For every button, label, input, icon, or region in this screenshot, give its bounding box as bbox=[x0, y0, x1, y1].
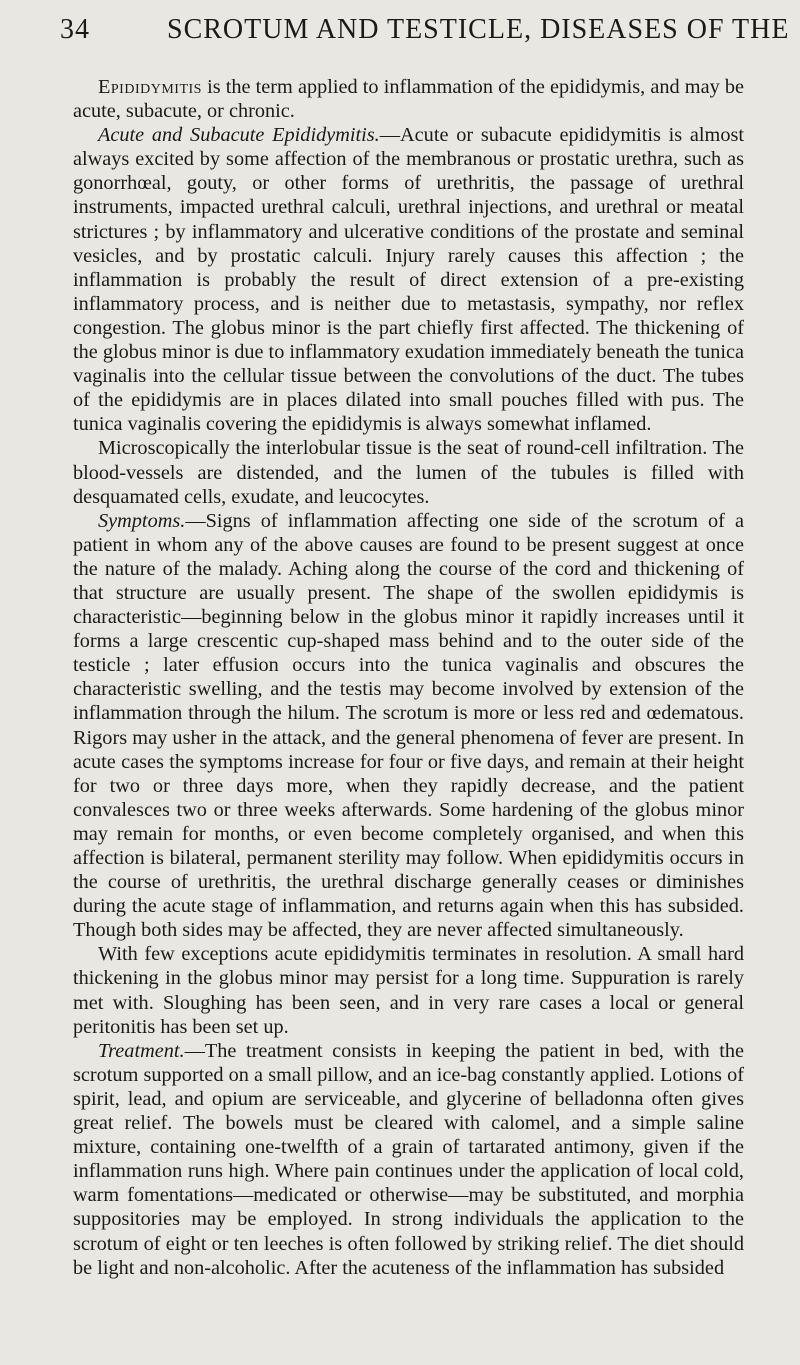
paragraph-prognosis bbox=[73, 942, 744, 1038]
paragraph-lead: Acute and Subacute Epididymitis. bbox=[98, 124, 380, 147]
body-text bbox=[73, 75, 744, 1280]
paragraph-epididymitis-definition bbox=[73, 75, 744, 123]
paragraph-text: —Signs of inflammation affecting one side of the scrotum of a patient in whom any of the above causes are found to be present suggest at once the nature of the malady. Aching along the course of the cord and thickening of that structure are usually present. The shape of the swollen epididymis is characteristic—beginning below in the globus minor it rapidly increases until it forms a large crescentic cup-shaped mass behind and to the outer side of the testicle ; later effusion occurs into the tunica vaginalis and obscures the characteristic swelling, and the testis may become involved by extension of the inflammation through the hilum. The scrotum is more or less red and œdematous. Rigors may usher in the attack, and the general phenomena of fever are present. In acute cases the symptoms increase for four or five days, and remain at their height for two or three days more, when they rapidly decrease, and the patient convalesces two or three weeks afterwards. Some hardening of the globus minor may remain for months, or even become completely organised, and when this affection is bilateral, permanent sterility may follow. When epididymitis occurs in the course of urethritis, the urethral discharge generally ceases or diminishes during the acute stage of inflammation, and returns again when this has subsided. Though both sides may be affected, they are never affected simultaneously. bbox=[73, 509, 744, 942]
page-header bbox=[60, 14, 790, 54]
page-number: 34 bbox=[60, 14, 90, 45]
paragraph-text: is the term applied to inflammation of the epididymis, and may be acute, subacute, or chronic. bbox=[73, 76, 744, 123]
paragraph-text: Microscopically the interlobular tissue is the seat of round-cell infiltration. The blood-vessels are distended, and the lumen of the tubules is filled with desquamated cells, exudate, and leucocytes. bbox=[73, 437, 744, 508]
paragraph-text: —Acute or subacute epididymitis is almost always excited by some affection of the membranous or prostatic urethra, such as gonorrhœal, gouty, or other forms of urethritis, the passage of urethral instruments, impacted urethral calculi, urethral injections, and urethral or meatal strictures ; by inflammatory and ulcerative conditions of the prostate and seminal vesicles, and by prostatic calculi. Injury rarely causes this affection ; the inflammation is probably the result of direct extension of a pre-existing inflammatory process, and is neither due to metastasis, sympathy, nor reflex congestion. The globus minor is the part chiefly first affected. The thickening of the globus minor is due to inflammatory exudation immediately beneath the tunica vaginalis into the cellular tissue between the convolutions of the duct. The tubes of the epididymis are in places dilated into small pouches filled with pus. The tunica vaginalis covering the epididymis is always somewhat inflamed. bbox=[73, 124, 745, 436]
paragraph-lead: Epididymitis bbox=[98, 76, 202, 98]
paragraph-symptoms bbox=[73, 509, 744, 943]
paragraph-text: With few exceptions acute epididymitis terminates in resolution. A small hard thickening in the globus minor may persist for a long time. Suppuration is rarely met with. Sloughing has been seen, and in very rare cases a local or general peritonitis has been set up. bbox=[73, 943, 744, 1038]
paragraph-lead: Symptoms. bbox=[98, 509, 186, 532]
paragraph-treatment bbox=[73, 1039, 744, 1280]
paragraph-lead: Treatment. bbox=[98, 1039, 185, 1062]
paragraph-text: —The treatment consists in keeping the patient in bed, with the scrotum supported on a small pillow, and an ice-bag constantly applied. Lotions of spirit, lead, and opium are serviceable, and glycerine of belladonna often gives great relief. The bowels must be cleared with calomel, and a simple saline mixture, containing one-twelfth of a grain of tartarated antimony, given if the inflammation runs high. Where pain continues under the application of local cold, warm fomentations—medicated or otherwise—may be substituted, and morphia suppositories may be employed. In strong individuals the application to the scrotum of eight or ten leeches is often followed by striking relief. The diet should be light and non-alcoholic. After the acuteness of the inflammation has subsided bbox=[73, 1039, 744, 1279]
running-title: SCROTUM AND TESTICLE, DISEASES OF THE bbox=[167, 14, 790, 45]
paragraph-microscopy bbox=[73, 436, 744, 508]
paragraph-acute-subacute bbox=[73, 123, 744, 436]
